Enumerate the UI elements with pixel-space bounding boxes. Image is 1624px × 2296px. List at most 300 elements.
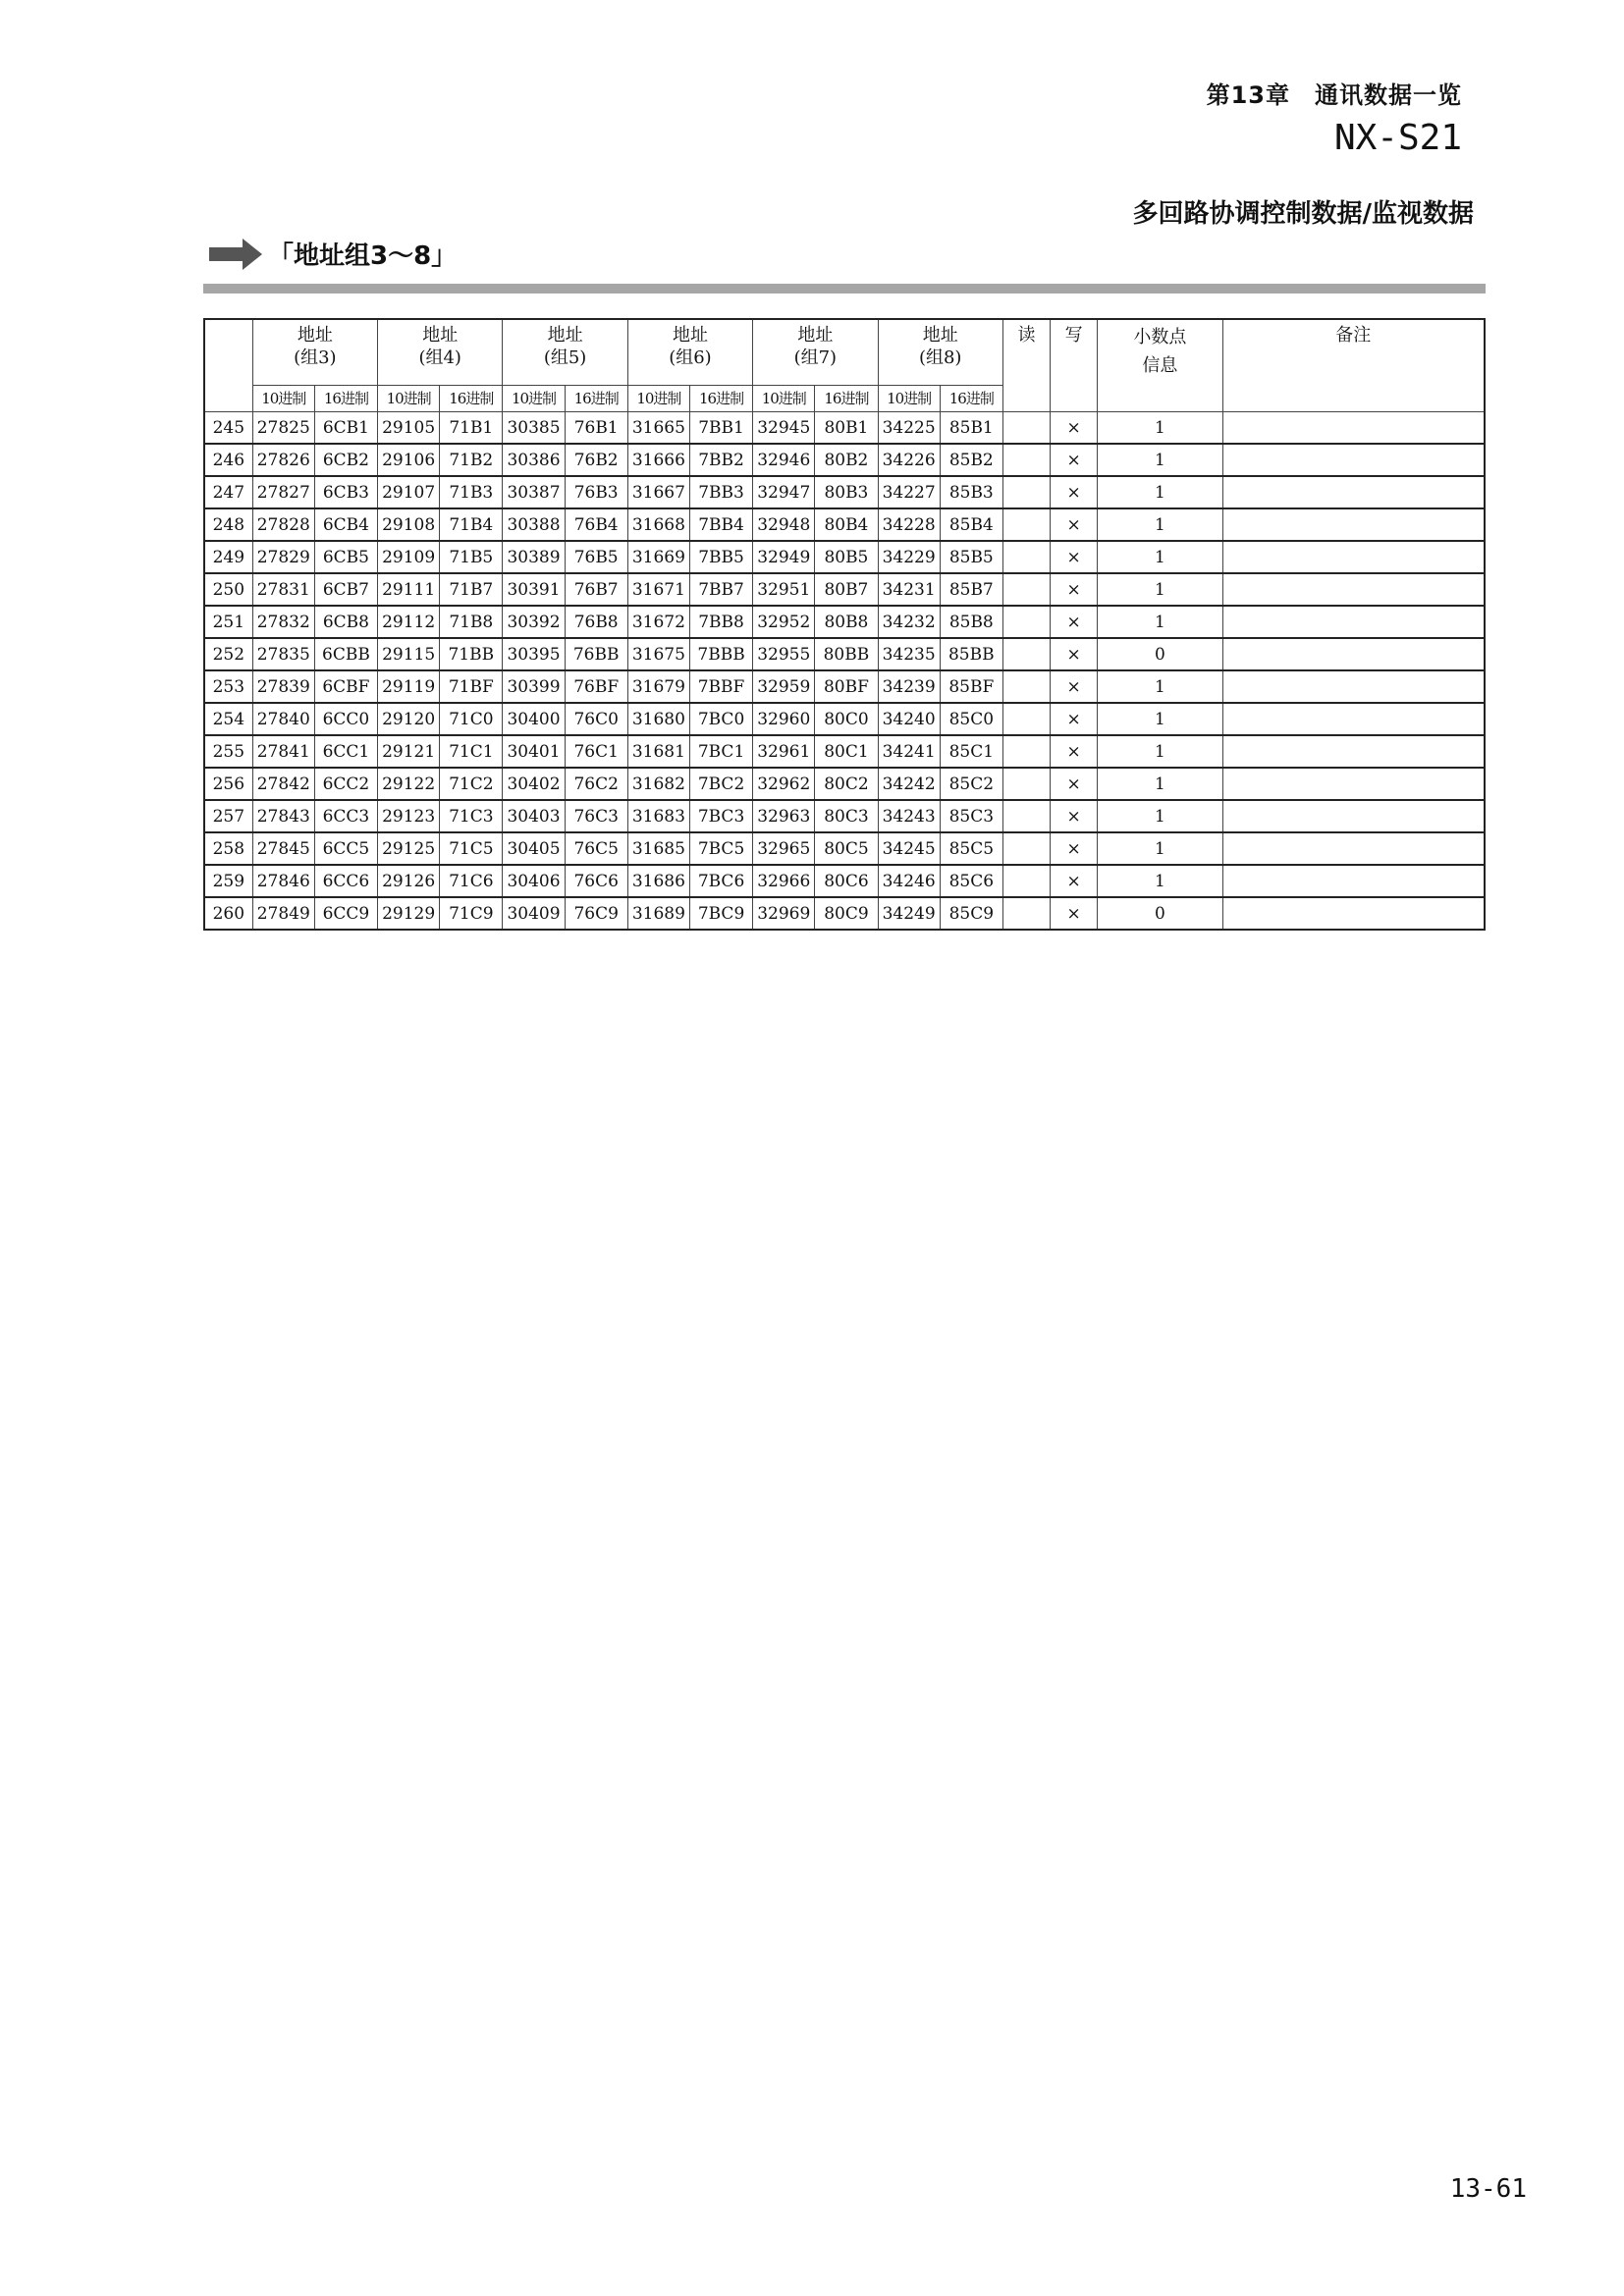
page-number: 13-61 bbox=[1449, 2174, 1527, 2204]
dec-header: 10进制 bbox=[252, 386, 314, 412]
dec-address-cell: 30385 bbox=[503, 412, 565, 445]
group-title: 地址 bbox=[922, 325, 958, 346]
hex-address-cell: 71B8 bbox=[440, 606, 503, 638]
hex-address-cell: 80C5 bbox=[815, 832, 878, 865]
table-row bbox=[204, 670, 1485, 703]
read-cell bbox=[1002, 897, 1050, 930]
dec-address-cell: 34249 bbox=[878, 897, 940, 930]
hex-address-cell: 6CB8 bbox=[314, 606, 377, 638]
hex-address-cell: 71C0 bbox=[440, 703, 503, 735]
hex-address-cell: 7BBF bbox=[689, 670, 752, 703]
dec-address-cell: 30403 bbox=[503, 800, 565, 832]
table-row bbox=[204, 606, 1485, 638]
dec-address-cell: 31665 bbox=[627, 412, 689, 445]
hex-address-cell: 80C6 bbox=[815, 865, 878, 897]
remark-cell bbox=[1222, 768, 1485, 800]
row-number-cell: 251 bbox=[204, 606, 252, 638]
dec-address-cell: 29129 bbox=[378, 897, 440, 930]
hex-address-cell: 76C6 bbox=[565, 865, 627, 897]
dec-address-cell: 30402 bbox=[503, 768, 565, 800]
decimal-info-cell: 1 bbox=[1098, 703, 1222, 735]
dec-address-cell: 29126 bbox=[378, 865, 440, 897]
hex-address-cell: 80B8 bbox=[815, 606, 878, 638]
hex-address-cell: 7BB1 bbox=[689, 412, 752, 445]
dec-address-cell: 32946 bbox=[753, 444, 815, 476]
hex-header: 16进制 bbox=[815, 386, 878, 412]
hex-address-cell: 85BF bbox=[940, 670, 1002, 703]
dec-address-cell: 34231 bbox=[878, 573, 940, 606]
dec-address-cell: 34228 bbox=[878, 508, 940, 541]
hex-address-cell: 6CC2 bbox=[314, 768, 377, 800]
header-rule bbox=[203, 284, 1486, 294]
dec-address-cell: 31682 bbox=[627, 768, 689, 800]
write-cell: × bbox=[1051, 638, 1098, 670]
dec-address-cell: 34225 bbox=[878, 412, 940, 445]
hex-address-cell: 80B7 bbox=[815, 573, 878, 606]
row-number-cell: 249 bbox=[204, 541, 252, 573]
hex-address-cell: 7BC6 bbox=[689, 865, 752, 897]
hex-address-cell: 6CC1 bbox=[314, 735, 377, 768]
remark-header: 备注 bbox=[1222, 319, 1485, 412]
hex-address-cell: 80B3 bbox=[815, 476, 878, 508]
dec-address-cell: 34246 bbox=[878, 865, 940, 897]
write-cell: × bbox=[1051, 573, 1098, 606]
read-header: 读 bbox=[1002, 319, 1050, 412]
decimal-info-cell: 0 bbox=[1098, 897, 1222, 930]
dec-address-cell: 27831 bbox=[252, 573, 314, 606]
hex-address-cell: 7BC3 bbox=[689, 800, 752, 832]
hex-address-cell: 76BF bbox=[565, 670, 627, 703]
group-header bbox=[627, 319, 752, 386]
table-row bbox=[204, 768, 1485, 800]
write-cell: × bbox=[1051, 606, 1098, 638]
hex-address-cell: 76C2 bbox=[565, 768, 627, 800]
group-name: (组3) bbox=[294, 347, 337, 368]
remark-cell bbox=[1222, 412, 1485, 445]
hex-address-cell: 80B1 bbox=[815, 412, 878, 445]
read-cell bbox=[1002, 444, 1050, 476]
remark-cell bbox=[1222, 541, 1485, 573]
dec-address-cell: 29120 bbox=[378, 703, 440, 735]
remark-cell bbox=[1222, 897, 1485, 930]
hex-address-cell: 6CC5 bbox=[314, 832, 377, 865]
dec-address-cell: 31675 bbox=[627, 638, 689, 670]
hex-address-cell: 80C0 bbox=[815, 703, 878, 735]
decimal-info-cell: 1 bbox=[1098, 541, 1222, 573]
hex-address-cell: 76B3 bbox=[565, 476, 627, 508]
dec-address-cell: 30399 bbox=[503, 670, 565, 703]
write-cell: × bbox=[1051, 735, 1098, 768]
remark-cell bbox=[1222, 735, 1485, 768]
dec-address-cell: 29119 bbox=[378, 670, 440, 703]
dec-address-cell: 32947 bbox=[753, 476, 815, 508]
hex-address-cell: 80B5 bbox=[815, 541, 878, 573]
hex-address-cell: 76B8 bbox=[565, 606, 627, 638]
dec-header: 10进制 bbox=[753, 386, 815, 412]
dec-address-cell: 30400 bbox=[503, 703, 565, 735]
hex-address-cell: 76C1 bbox=[565, 735, 627, 768]
write-cell: × bbox=[1051, 541, 1098, 573]
hex-header: 16进制 bbox=[689, 386, 752, 412]
hex-address-cell: 7BC9 bbox=[689, 897, 752, 930]
hex-address-cell: 85C3 bbox=[940, 800, 1002, 832]
hex-address-cell: 7BB7 bbox=[689, 573, 752, 606]
dec-address-cell: 31681 bbox=[627, 735, 689, 768]
hex-address-cell: 7BC1 bbox=[689, 735, 752, 768]
dec-address-cell: 27845 bbox=[252, 832, 314, 865]
hex-address-cell: 80C1 bbox=[815, 735, 878, 768]
decimal-info-cell: 1 bbox=[1098, 573, 1222, 606]
group-name: (组6) bbox=[669, 347, 712, 368]
row-number-cell: 257 bbox=[204, 800, 252, 832]
remark-cell bbox=[1222, 832, 1485, 865]
subheading-text: 「地址组3～8」 bbox=[268, 241, 458, 271]
group-name: (组8) bbox=[918, 347, 962, 368]
row-number-cell: 254 bbox=[204, 703, 252, 735]
decimal-info-line2: 信息 bbox=[1142, 355, 1178, 376]
table-row bbox=[204, 897, 1485, 930]
read-cell bbox=[1002, 573, 1050, 606]
dec-address-cell: 29108 bbox=[378, 508, 440, 541]
row-number-cell: 245 bbox=[204, 412, 252, 445]
read-cell bbox=[1002, 476, 1050, 508]
dec-address-cell: 27842 bbox=[252, 768, 314, 800]
group-name: (组7) bbox=[793, 347, 838, 368]
write-cell: × bbox=[1051, 508, 1098, 541]
row-number-cell: 259 bbox=[204, 865, 252, 897]
dec-address-cell: 34241 bbox=[878, 735, 940, 768]
hex-address-cell: 76B4 bbox=[565, 508, 627, 541]
dec-address-cell: 27827 bbox=[252, 476, 314, 508]
dec-address-cell: 34240 bbox=[878, 703, 940, 735]
decimal-info-cell: 1 bbox=[1098, 670, 1222, 703]
dec-header: 10进制 bbox=[627, 386, 689, 412]
dec-address-cell: 29123 bbox=[378, 800, 440, 832]
dec-address-cell: 27839 bbox=[252, 670, 314, 703]
dec-address-cell: 29111 bbox=[378, 573, 440, 606]
hex-address-cell: 71C9 bbox=[440, 897, 503, 930]
hex-address-cell: 76B1 bbox=[565, 412, 627, 445]
decimal-info-cell: 1 bbox=[1098, 412, 1222, 445]
dec-address-cell: 34226 bbox=[878, 444, 940, 476]
hex-address-cell: 7BC5 bbox=[689, 832, 752, 865]
dec-address-cell: 29122 bbox=[378, 768, 440, 800]
decimal-info-cell: 0 bbox=[1098, 638, 1222, 670]
hex-address-cell: 7BBB bbox=[689, 638, 752, 670]
table-row bbox=[204, 832, 1485, 865]
hex-address-cell: 6CB5 bbox=[314, 541, 377, 573]
dec-address-cell: 29105 bbox=[378, 412, 440, 445]
hex-address-cell: 71B5 bbox=[440, 541, 503, 573]
dec-address-cell: 31685 bbox=[627, 832, 689, 865]
hex-address-cell: 71BB bbox=[440, 638, 503, 670]
group-title: 地址 bbox=[797, 325, 834, 346]
remark-cell bbox=[1222, 670, 1485, 703]
dec-address-cell: 32962 bbox=[753, 768, 815, 800]
dec-address-cell: 29121 bbox=[378, 735, 440, 768]
hex-address-cell: 76C9 bbox=[565, 897, 627, 930]
dec-address-cell: 27832 bbox=[252, 606, 314, 638]
hex-address-cell: 71C6 bbox=[440, 865, 503, 897]
decimal-info-cell: 1 bbox=[1098, 508, 1222, 541]
dec-address-cell: 29107 bbox=[378, 476, 440, 508]
dec-address-cell: 27835 bbox=[252, 638, 314, 670]
row-number-cell: 253 bbox=[204, 670, 252, 703]
dec-address-cell: 32948 bbox=[753, 508, 815, 541]
dec-address-cell: 30409 bbox=[503, 897, 565, 930]
dec-address-cell: 27843 bbox=[252, 800, 314, 832]
dec-address-cell: 31669 bbox=[627, 541, 689, 573]
remark-cell bbox=[1222, 703, 1485, 735]
read-cell bbox=[1002, 800, 1050, 832]
write-cell: × bbox=[1051, 703, 1098, 735]
hex-address-cell: 85B2 bbox=[940, 444, 1002, 476]
dec-address-cell: 30391 bbox=[503, 573, 565, 606]
hex-address-cell: 6CB1 bbox=[314, 412, 377, 445]
dec-address-cell: 32966 bbox=[753, 865, 815, 897]
hex-address-cell: 6CB2 bbox=[314, 444, 377, 476]
hex-address-cell: 85B5 bbox=[940, 541, 1002, 573]
table-row bbox=[204, 735, 1485, 768]
group-header bbox=[378, 319, 503, 386]
hex-address-cell: 71C1 bbox=[440, 735, 503, 768]
dec-address-cell: 34242 bbox=[878, 768, 940, 800]
dec-address-cell: 29115 bbox=[378, 638, 440, 670]
dec-address-cell: 30389 bbox=[503, 541, 565, 573]
dec-address-cell: 32959 bbox=[753, 670, 815, 703]
dec-address-cell: 29125 bbox=[378, 832, 440, 865]
dec-address-cell: 34235 bbox=[878, 638, 940, 670]
hex-address-cell: 85B1 bbox=[940, 412, 1002, 445]
hex-address-cell: 80B4 bbox=[815, 508, 878, 541]
right-arrow-icon bbox=[209, 239, 262, 270]
dec-address-cell: 30405 bbox=[503, 832, 565, 865]
hex-address-cell: 85C5 bbox=[940, 832, 1002, 865]
remark-cell bbox=[1222, 508, 1485, 541]
hex-address-cell: 85C2 bbox=[940, 768, 1002, 800]
group-title: 地址 bbox=[547, 325, 583, 346]
remark-cell bbox=[1222, 638, 1485, 670]
dec-address-cell: 34229 bbox=[878, 541, 940, 573]
write-cell: × bbox=[1051, 670, 1098, 703]
read-cell bbox=[1002, 638, 1050, 670]
write-cell: × bbox=[1051, 897, 1098, 930]
dec-address-cell: 34232 bbox=[878, 606, 940, 638]
dec-address-cell: 30401 bbox=[503, 735, 565, 768]
read-cell bbox=[1002, 703, 1050, 735]
hex-address-cell: 76BB bbox=[565, 638, 627, 670]
dec-address-cell: 32960 bbox=[753, 703, 815, 735]
hex-address-cell: 80BF bbox=[815, 670, 878, 703]
remark-cell bbox=[1222, 476, 1485, 508]
dec-header: 10进制 bbox=[378, 386, 440, 412]
dec-address-cell: 27829 bbox=[252, 541, 314, 573]
table-row bbox=[204, 573, 1485, 606]
hex-address-cell: 85C1 bbox=[940, 735, 1002, 768]
read-cell bbox=[1002, 541, 1050, 573]
remark-cell bbox=[1222, 444, 1485, 476]
hex-address-cell: 80C3 bbox=[815, 800, 878, 832]
dec-address-cell: 30388 bbox=[503, 508, 565, 541]
read-cell bbox=[1002, 832, 1050, 865]
group-name: (组5) bbox=[543, 347, 587, 368]
dec-address-cell: 30386 bbox=[503, 444, 565, 476]
dec-address-cell: 31666 bbox=[627, 444, 689, 476]
dec-address-cell: 27840 bbox=[252, 703, 314, 735]
remark-cell bbox=[1222, 865, 1485, 897]
read-cell bbox=[1002, 412, 1050, 445]
hex-address-cell: 85BB bbox=[940, 638, 1002, 670]
hex-address-cell: 7BB2 bbox=[689, 444, 752, 476]
decimal-info-cell: 1 bbox=[1098, 444, 1222, 476]
hex-address-cell: 85B4 bbox=[940, 508, 1002, 541]
table-row bbox=[204, 476, 1485, 508]
dec-address-cell: 31683 bbox=[627, 800, 689, 832]
hex-address-cell: 71C2 bbox=[440, 768, 503, 800]
hex-address-cell: 85B7 bbox=[940, 573, 1002, 606]
decimal-info-cell: 1 bbox=[1098, 606, 1222, 638]
group-header bbox=[503, 319, 627, 386]
dec-address-cell: 31672 bbox=[627, 606, 689, 638]
write-cell: × bbox=[1051, 832, 1098, 865]
dec-address-cell: 27849 bbox=[252, 897, 314, 930]
hex-address-cell: 71B4 bbox=[440, 508, 503, 541]
dec-address-cell: 30395 bbox=[503, 638, 565, 670]
table-row bbox=[204, 638, 1485, 670]
write-cell: × bbox=[1051, 444, 1098, 476]
read-cell bbox=[1002, 768, 1050, 800]
dec-address-cell: 30387 bbox=[503, 476, 565, 508]
header-row bbox=[204, 319, 1485, 386]
hex-address-cell: 6CC9 bbox=[314, 897, 377, 930]
hex-address-cell: 7BB8 bbox=[689, 606, 752, 638]
hex-address-cell: 6CBF bbox=[314, 670, 377, 703]
hex-address-cell: 80C9 bbox=[815, 897, 878, 930]
dec-address-cell: 32949 bbox=[753, 541, 815, 573]
hex-address-cell: 7BB3 bbox=[689, 476, 752, 508]
hex-address-cell: 80B2 bbox=[815, 444, 878, 476]
group-title: 地址 bbox=[297, 325, 333, 346]
hex-header: 16进制 bbox=[565, 386, 627, 412]
table-row bbox=[204, 412, 1485, 445]
hex-address-cell: 7BC0 bbox=[689, 703, 752, 735]
decimal-info-cell: 1 bbox=[1098, 476, 1222, 508]
hex-address-cell: 76C5 bbox=[565, 832, 627, 865]
hex-address-cell: 76B2 bbox=[565, 444, 627, 476]
hex-header: 16进制 bbox=[314, 386, 377, 412]
hex-address-cell: 85B8 bbox=[940, 606, 1002, 638]
dec-address-cell: 32945 bbox=[753, 412, 815, 445]
hex-address-cell: 76B5 bbox=[565, 541, 627, 573]
dec-address-cell: 32965 bbox=[753, 832, 815, 865]
dec-address-cell: 27826 bbox=[252, 444, 314, 476]
dec-address-cell: 31668 bbox=[627, 508, 689, 541]
dec-address-cell: 31686 bbox=[627, 865, 689, 897]
dec-address-cell: 32951 bbox=[753, 573, 815, 606]
hex-address-cell: 80C2 bbox=[815, 768, 878, 800]
group-header bbox=[878, 319, 1002, 386]
hex-header: 16进制 bbox=[940, 386, 1002, 412]
hex-address-cell: 7BC2 bbox=[689, 768, 752, 800]
table-row bbox=[204, 541, 1485, 573]
hex-address-cell: 7BB5 bbox=[689, 541, 752, 573]
hex-address-cell: 85C6 bbox=[940, 865, 1002, 897]
hex-address-cell: 7BB4 bbox=[689, 508, 752, 541]
dec-address-cell: 27846 bbox=[252, 865, 314, 897]
hex-address-cell: 6CBB bbox=[314, 638, 377, 670]
hex-address-cell: 6CC0 bbox=[314, 703, 377, 735]
dec-header: 10进制 bbox=[878, 386, 940, 412]
dec-address-cell: 27825 bbox=[252, 412, 314, 445]
write-header: 写 bbox=[1051, 319, 1098, 412]
model-name: NX-S21 bbox=[1333, 118, 1462, 158]
table-row bbox=[204, 800, 1485, 832]
hex-header: 16进制 bbox=[440, 386, 503, 412]
decimal-info-cell: 1 bbox=[1098, 865, 1222, 897]
row-number-cell: 260 bbox=[204, 897, 252, 930]
decimal-info-line1: 小数点 bbox=[1133, 327, 1187, 347]
hex-address-cell: 6CC6 bbox=[314, 865, 377, 897]
section-title: 多回路协调控制数据/监视数据 bbox=[1132, 199, 1474, 229]
read-cell bbox=[1002, 508, 1050, 541]
hex-address-cell: 71B3 bbox=[440, 476, 503, 508]
read-cell bbox=[1002, 735, 1050, 768]
read-cell bbox=[1002, 606, 1050, 638]
hex-address-cell: 6CB3 bbox=[314, 476, 377, 508]
dec-address-cell: 34245 bbox=[878, 832, 940, 865]
group-header bbox=[252, 319, 377, 386]
hex-address-cell: 85C0 bbox=[940, 703, 1002, 735]
dec-address-cell: 31680 bbox=[627, 703, 689, 735]
dec-address-cell: 31679 bbox=[627, 670, 689, 703]
dec-address-cell: 32961 bbox=[753, 735, 815, 768]
dec-address-cell: 32969 bbox=[753, 897, 815, 930]
write-cell: × bbox=[1051, 768, 1098, 800]
write-cell: × bbox=[1051, 800, 1098, 832]
dec-address-cell: 34239 bbox=[878, 670, 940, 703]
group-header bbox=[753, 319, 878, 386]
hex-address-cell: 80BB bbox=[815, 638, 878, 670]
hex-address-cell: 71B7 bbox=[440, 573, 503, 606]
read-cell bbox=[1002, 670, 1050, 703]
hex-address-cell: 85C9 bbox=[940, 897, 1002, 930]
decimal-info-header bbox=[1098, 319, 1222, 412]
row-number-cell: 250 bbox=[204, 573, 252, 606]
dec-address-cell: 29109 bbox=[378, 541, 440, 573]
dec-address-cell: 30392 bbox=[503, 606, 565, 638]
row-number-cell: 246 bbox=[204, 444, 252, 476]
dec-address-cell: 29112 bbox=[378, 606, 440, 638]
dec-address-cell: 31667 bbox=[627, 476, 689, 508]
group-name: (组4) bbox=[418, 347, 461, 368]
hex-address-cell: 71B1 bbox=[440, 412, 503, 445]
table-row bbox=[204, 865, 1485, 897]
hex-address-cell: 71B2 bbox=[440, 444, 503, 476]
dec-address-cell: 29106 bbox=[378, 444, 440, 476]
table-row bbox=[204, 508, 1485, 541]
hex-address-cell: 71BF bbox=[440, 670, 503, 703]
chapter-title: 第13章 通讯数据一览 bbox=[1206, 81, 1462, 109]
row-number-cell: 255 bbox=[204, 735, 252, 768]
address-table bbox=[203, 318, 1486, 931]
row-number-cell: 252 bbox=[204, 638, 252, 670]
table-row bbox=[204, 703, 1485, 735]
row-number-cell: 248 bbox=[204, 508, 252, 541]
dec-address-cell: 31689 bbox=[627, 897, 689, 930]
hex-address-cell: 76C3 bbox=[565, 800, 627, 832]
hex-address-cell: 6CB7 bbox=[314, 573, 377, 606]
write-cell: × bbox=[1051, 865, 1098, 897]
